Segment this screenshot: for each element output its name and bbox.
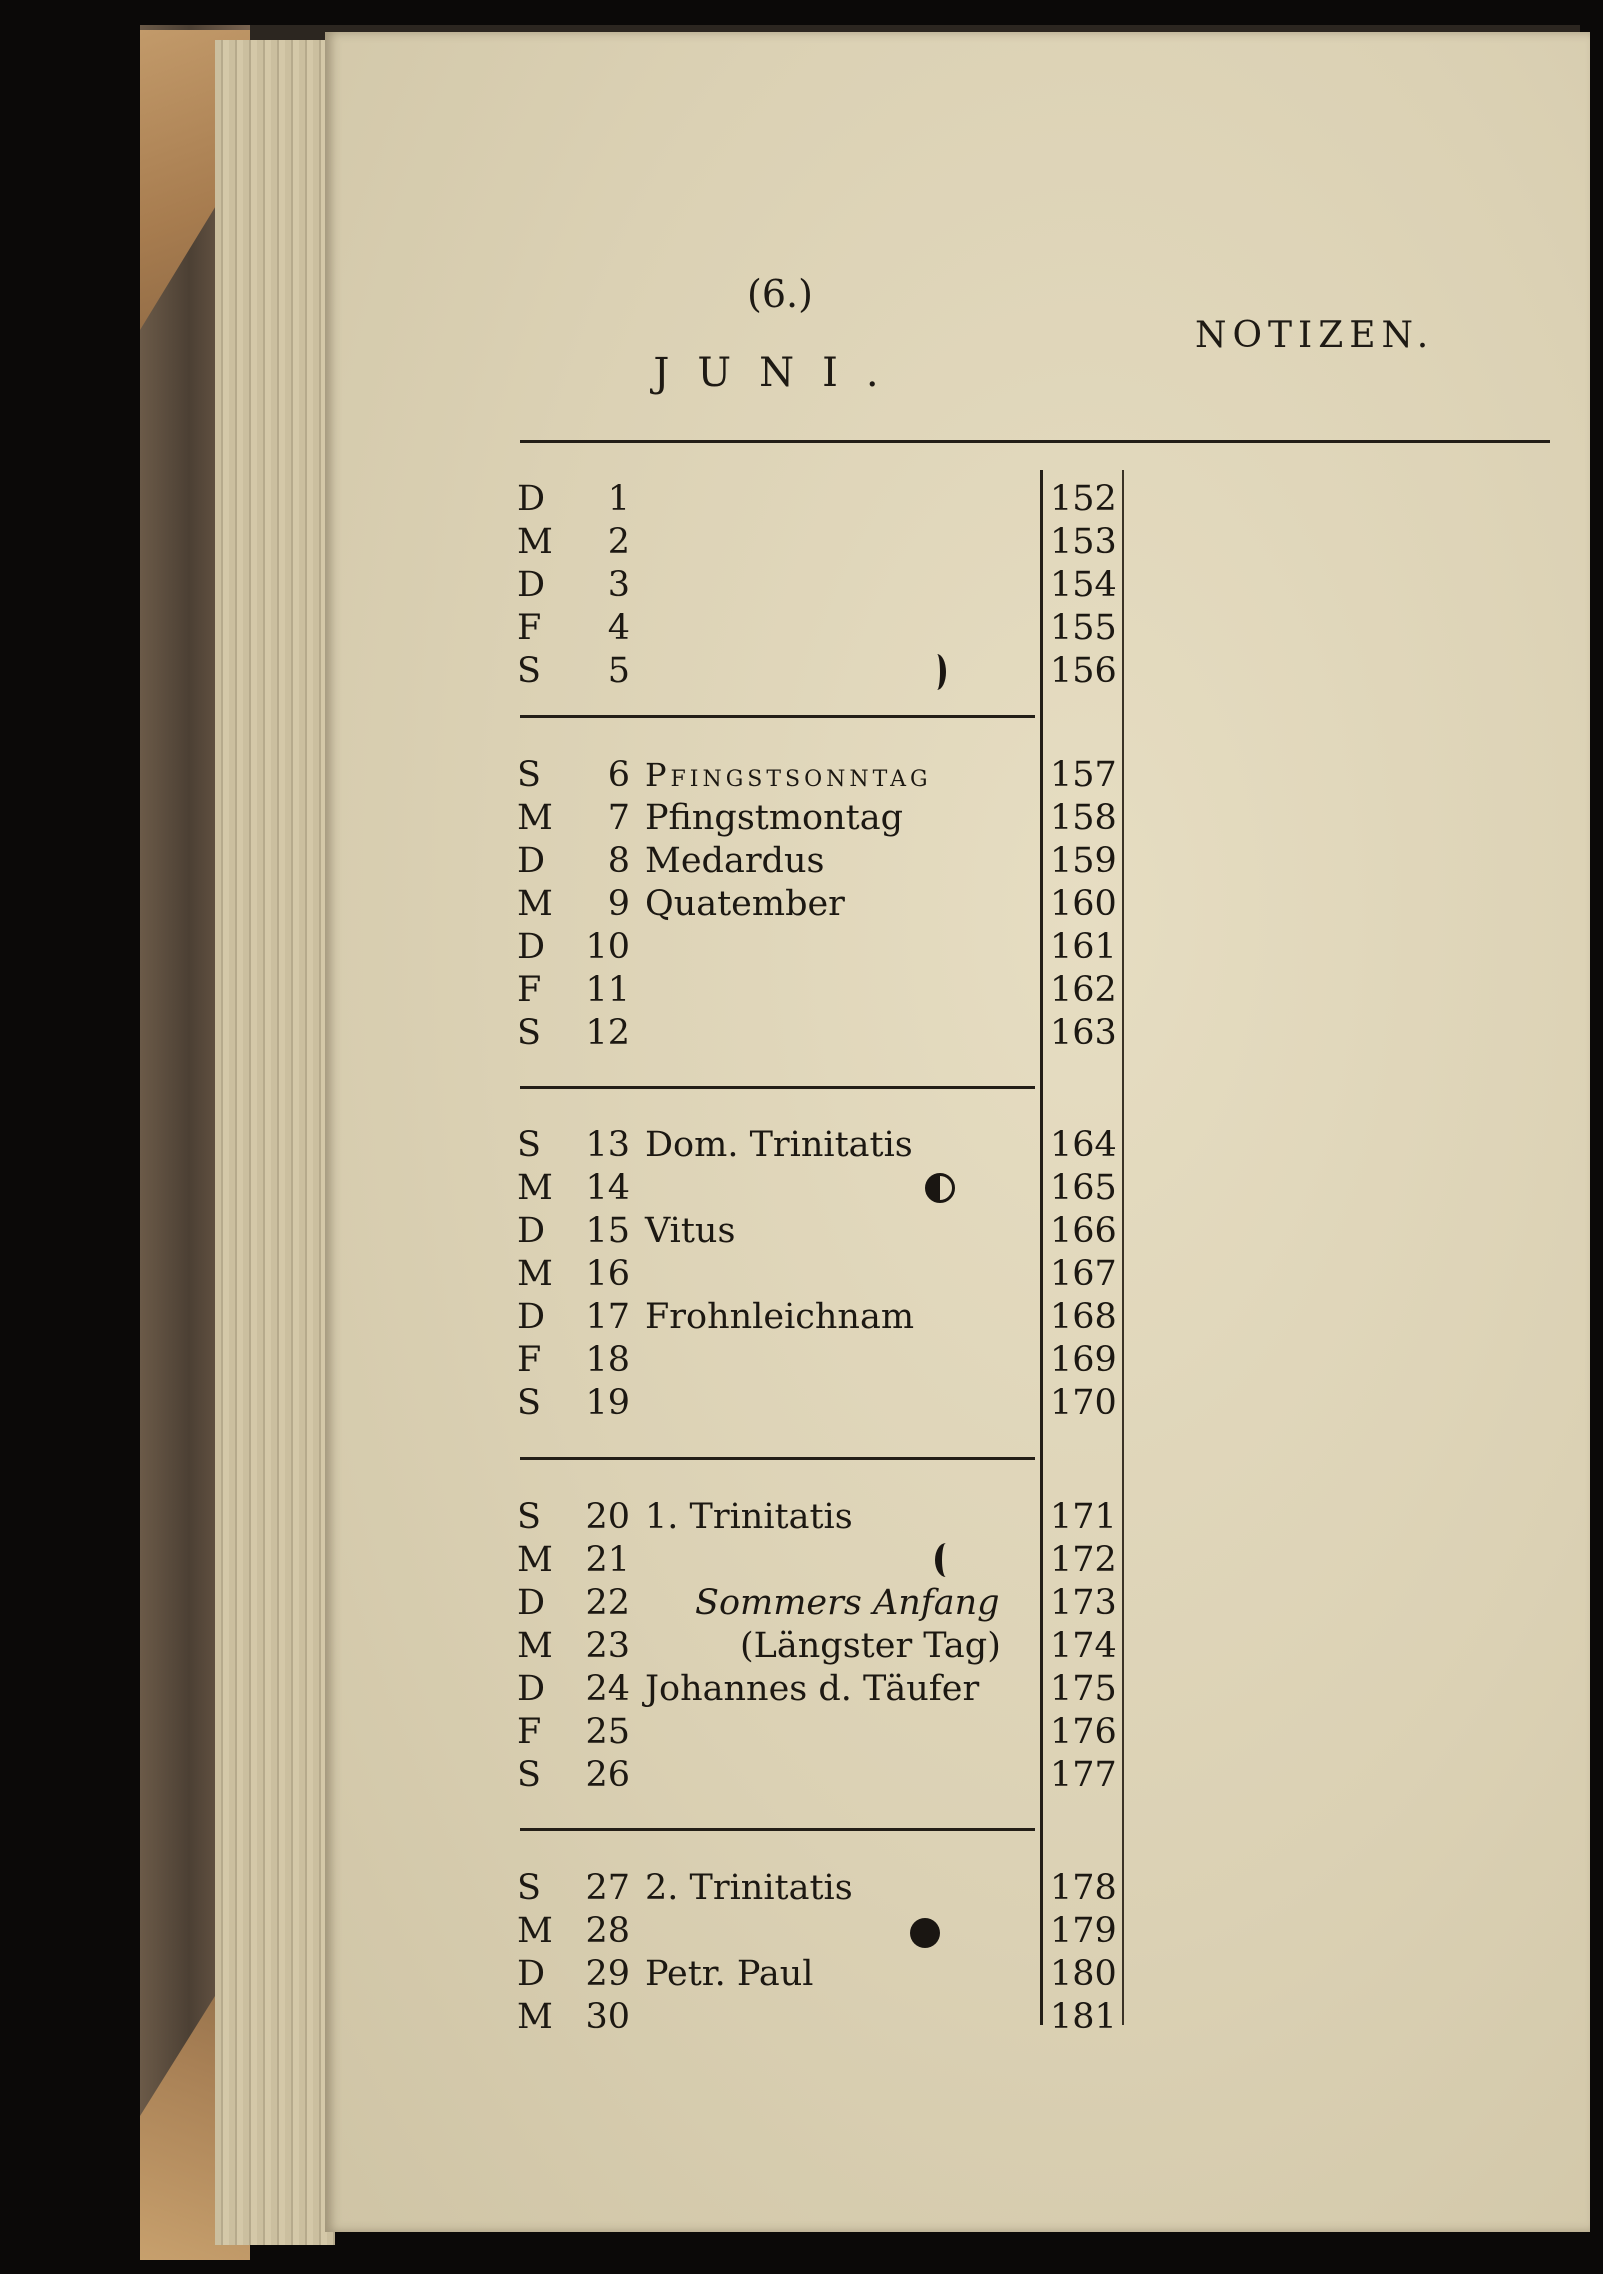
calendar-row [0,1867,1200,1909]
feast-name: Petr. Paul [645,1954,814,1994]
feast-name: Dom. Trinitatis [645,1125,913,1165]
day-of-year: 157 [1050,755,1117,795]
day-number: 27 [585,1868,630,1908]
day-of-year: 152 [1050,479,1117,519]
day-number: 19 [585,1383,630,1423]
feast-name: 2. Trinitatis [645,1868,853,1908]
weekday-letter: M [517,1540,553,1580]
feast-name: Vitus [645,1211,736,1251]
calendar-row [0,1711,1200,1753]
day-number: 24 [585,1669,630,1709]
calendar-row [0,1754,1200,1796]
day-number: 9 [607,884,630,924]
calendar-row [0,1124,1200,1166]
calendar-row [0,1339,1200,1381]
feast-name: Pfingstsonntag [645,756,932,794]
feast-name: Frohnleichnam [645,1297,915,1337]
full-moon-icon [910,1918,940,1948]
day-of-year: 153 [1050,522,1117,562]
day-number: 25 [585,1712,630,1752]
day-number: 23 [585,1626,630,1666]
day-of-year: 173 [1050,1583,1117,1623]
calendar-row [0,1296,1200,1338]
weekday-letter: D [517,841,546,881]
weekday-letter: D [517,479,546,519]
week-separator [520,1086,1035,1089]
notes-heading: NOTIZEN. [1195,315,1435,356]
weekday-letter: M [517,1911,553,1951]
day-number: 28 [585,1911,630,1951]
weekday-letter: S [517,755,541,795]
weekday-letter: S [517,1497,541,1537]
day-number: 2 [607,522,630,562]
day-of-year: 162 [1050,970,1117,1010]
weekday-letter: M [517,798,553,838]
weekday-letter: M [517,522,553,562]
day-number: 26 [585,1755,630,1795]
calendar-row [0,1253,1200,1295]
calendar-row [0,1382,1200,1424]
day-number: 4 [607,608,630,648]
weekday-letter: F [517,1340,542,1380]
day-of-year: 179 [1050,1911,1117,1951]
day-of-year: 181 [1050,1997,1117,2037]
calendar-row [0,1539,1200,1581]
day-number: 3 [607,565,630,605]
calendar-row [0,1996,1200,2038]
weekday-letter: F [517,970,542,1010]
feast-name: (Längster Tag) [740,1626,1001,1666]
day-number: 5 [607,651,630,691]
weekday-letter: M [517,1626,553,1666]
day-of-year: 170 [1050,1383,1117,1423]
day-of-year: 169 [1050,1340,1117,1380]
day-number: 30 [585,1997,630,2037]
day-of-year: 156 [1050,651,1117,691]
day-number: 14 [585,1168,630,1208]
feast-name: Sommers Anfang [695,1583,1000,1623]
page-number: (6.) [747,272,813,316]
day-number: 29 [585,1954,630,1994]
header-rule [520,440,1550,443]
week-separator [520,1457,1035,1460]
weekday-letter: F [517,608,542,648]
weekday-letter: M [517,1997,553,2037]
weekday-letter: D [517,927,546,967]
day-of-year: 178 [1050,1868,1117,1908]
crescent-moon-icon [935,1543,957,1577]
day-of-year: 167 [1050,1254,1117,1294]
calendar-row [0,1012,1200,1054]
calendar-row [0,521,1200,563]
day-number: 21 [585,1540,630,1580]
calendar-row [0,1910,1200,1952]
weekday-letter: M [517,1254,553,1294]
weekday-letter: S [517,1868,541,1908]
weekday-letter: D [517,1297,546,1337]
day-of-year: 165 [1050,1168,1117,1208]
calendar-row [0,1668,1200,1710]
weekday-letter: S [517,1125,541,1165]
waning-moon-icon [928,654,946,690]
day-of-year: 161 [1050,927,1117,967]
day-number: 17 [585,1297,630,1337]
first-quarter-moon-icon [925,1173,955,1203]
feast-name: Pfingstmontag [645,798,904,838]
day-number: 10 [585,927,630,967]
calendar-row [0,650,1200,692]
day-of-year: 160 [1050,884,1117,924]
calendar-row [0,1496,1200,1538]
day-of-year: 176 [1050,1712,1117,1752]
month-title: JUNI. [653,350,907,396]
weekday-letter: D [517,1583,546,1623]
weekday-letter: S [517,1383,541,1423]
weekday-letter: S [517,1013,541,1053]
weekday-letter: S [517,651,541,691]
calendar-row [0,754,1200,796]
day-number: 8 [607,841,630,881]
weekday-letter: M [517,884,553,924]
day-number: 13 [585,1125,630,1165]
day-number: 20 [585,1497,630,1537]
day-of-year: 155 [1050,608,1117,648]
day-number: 11 [585,970,630,1010]
day-of-year: 159 [1050,841,1117,881]
day-of-year: 164 [1050,1125,1117,1165]
feast-name: 1. Trinitatis [645,1497,853,1537]
feast-name: Quatember [645,884,845,924]
calendar-row [0,478,1200,520]
day-of-year: 158 [1050,798,1117,838]
day-of-year: 180 [1050,1954,1117,1994]
day-of-year: 168 [1050,1297,1117,1337]
day-number: 1 [607,479,630,519]
day-number: 7 [607,798,630,838]
day-of-year: 175 [1050,1669,1117,1709]
calendar-row [0,1953,1200,1995]
day-of-year: 171 [1050,1497,1117,1537]
calendar-row [0,1167,1200,1209]
day-number: 12 [585,1013,630,1053]
week-separator [520,1828,1035,1831]
calendar-row [0,926,1200,968]
day-of-year: 177 [1050,1755,1117,1795]
calendar-row [0,1210,1200,1252]
calendar-row [0,883,1200,925]
day-number: 22 [585,1583,630,1623]
weekday-letter: D [517,1669,546,1709]
calendar-row [0,840,1200,882]
calendar-row [0,1582,1200,1624]
feast-name: Medardus [645,841,825,881]
calendar-row [0,1625,1200,1667]
week-separator [520,715,1035,718]
weekday-letter: D [517,1954,546,1994]
feast-name: Johannes d. Täufer [645,1669,980,1709]
day-of-year: 163 [1050,1013,1117,1053]
day-number: 16 [585,1254,630,1294]
day-number: 6 [607,755,630,795]
day-number: 18 [585,1340,630,1380]
day-of-year: 172 [1050,1540,1117,1580]
weekday-letter: D [517,1211,546,1251]
weekday-letter: M [517,1168,553,1208]
day-of-year: 174 [1050,1626,1117,1666]
day-of-year: 166 [1050,1211,1117,1251]
calendar-row [0,969,1200,1011]
day-of-year: 154 [1050,565,1117,605]
weekday-letter: S [517,1755,541,1795]
calendar-row [0,564,1200,606]
calendar-row [0,797,1200,839]
calendar-row [0,607,1200,649]
weekday-letter: F [517,1712,542,1752]
weekday-letter: D [517,565,546,605]
day-number: 15 [585,1211,630,1251]
